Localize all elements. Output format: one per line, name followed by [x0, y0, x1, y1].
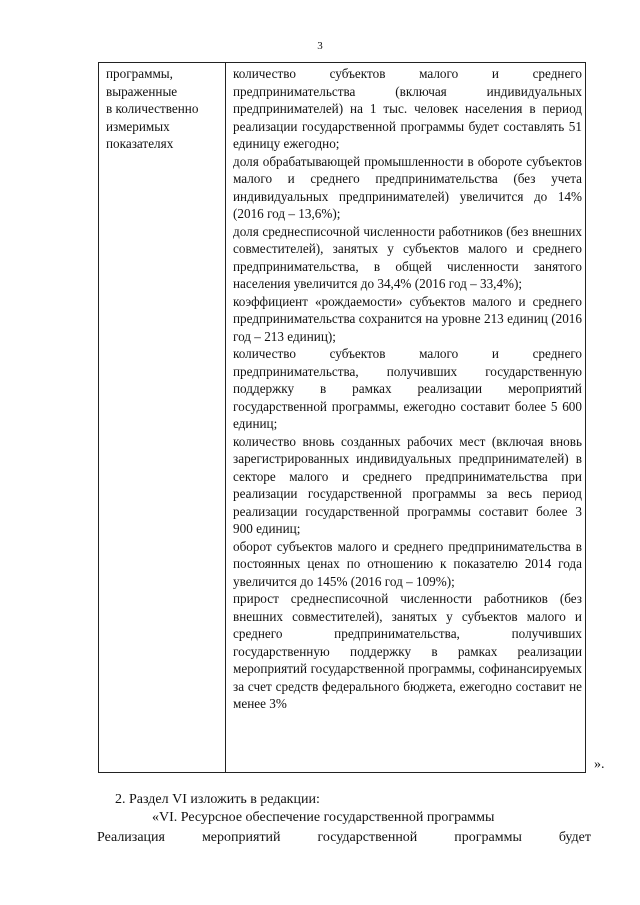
indicator-paragraph: доля обрабатывающей промышленности в обороте субъектов малого и среднего предпринимательства (без учета индивидуальных предпринимателей) увеличится до 14% (2016 год – 13,6%); — [233, 153, 582, 221]
indicator-paragraph: доля среднесписочной численности работников (без внешних совместителей), занятых у субъектов малого и среднего предпринимательства, в общей численности занятого населения увеличится до 34,4% (2016 год – 33,4%); — [233, 223, 582, 291]
indicator-paragraph: прирост среднесписочной численности работников (без внешних совместителей), занятых у субъектов малого и среднего предпринимательства, получивших государственную поддержку в рамках реализации мероприятий государственной программы, софинансируемых за счет средств федерального бюджета, ежегодно составит не менее 3% — [233, 591, 582, 711]
left-cell-line: выраженные — [106, 83, 178, 99]
left-cell-line: в количественно — [106, 101, 199, 116]
indicator-paragraph: коэффициент «рождаемости» субъектов малого и среднего предпринимательства сохранится на уровне 213 единиц (2016 год – 213 единиц); — [233, 293, 582, 344]
left-cell-line: программы, — [106, 66, 173, 81]
left-cell-line: показателях — [106, 136, 174, 151]
column-divider — [225, 63, 226, 772]
section-title: «VI. Ресурсное обеспечение государственной программы — [152, 810, 495, 825]
body-text-line: Реализация мероприятий государственной программы будет — [97, 830, 591, 845]
right-cell — [233, 65, 582, 713]
left-cell-line: измеримых — [106, 118, 170, 134]
indicator-paragraph: количество вновь созданных рабочих мест (включая вновь зарегистрированных индивидуальных предпринимателей) в секторе малого и среднего предпринимательства при реализации государственной программы за весь период реализации государственной программы составит более 3 900 единиц; — [233, 433, 582, 536]
left-cell — [106, 65, 224, 153]
item-2-text: 2. Раздел VI изложить в редакции: — [115, 792, 320, 807]
indicator-paragraph: количество субъектов малого и среднего предпринимательства, получивших государственную поддержку в рамках реализации мероприятий государственной программы, ежегодно составит более 5 600 единиц; — [233, 346, 582, 431]
page-number: 3 — [317, 40, 323, 52]
indicator-paragraph: оборот субъектов малого и среднего предпринимательства в постоянных ценах по отношению к показателю 2014 года увеличится до 145% (2016 год – 109%); — [233, 538, 582, 589]
closing-quote: ». — [594, 757, 605, 772]
passport-table — [98, 62, 586, 773]
indicator-paragraph: количество субъектов малого и среднего предпринимательства (включая индивидуальных предпринимателей) на 1 тыс. человек населения в период реализации государственной программы будет составлять 51 единицу ежегодно; — [233, 66, 582, 151]
